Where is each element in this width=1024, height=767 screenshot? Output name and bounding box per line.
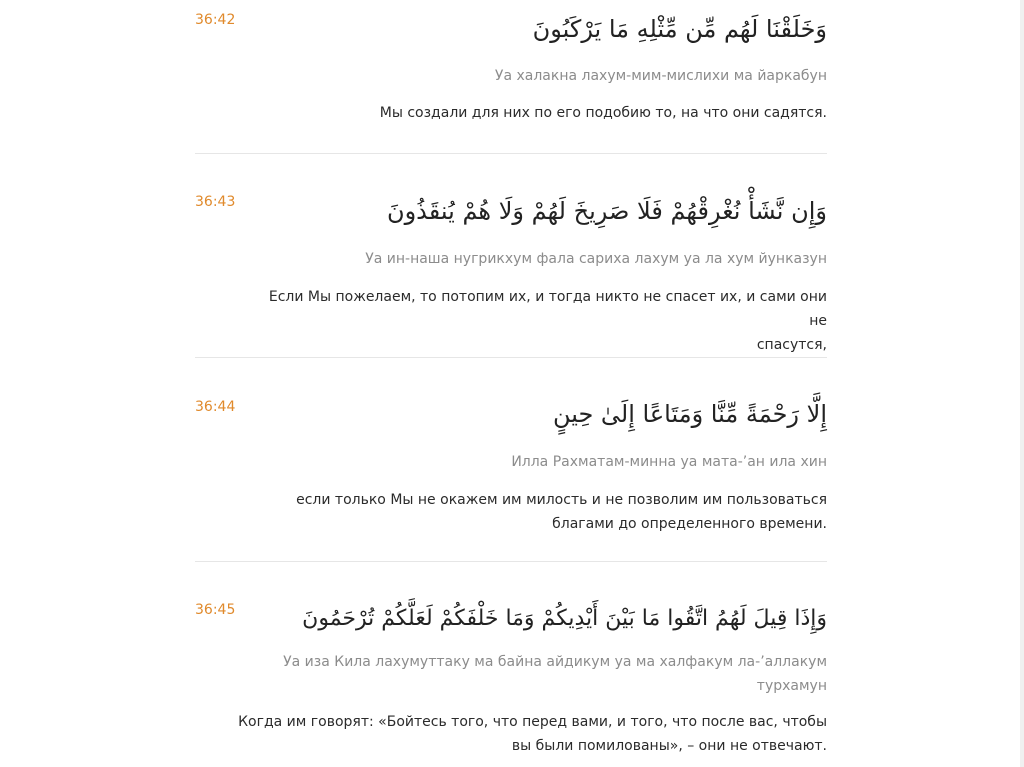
arabic-text: وَإِذَا قِيلَ لَهُمُ اتَّقُوا مَا بَيْنَ أَيْدِيكُمْ وَمَا خَلْفَكُمْ لَعَلَّكُمْ تُرْحَمُونَ xyxy=(302,606,827,631)
verse-number-link[interactable]: 36:45 xyxy=(195,602,236,618)
divider xyxy=(195,153,827,154)
arabic-text: إِلَّا رَحْمَةً مِّنَّا وَمَتَاعًا إِلَىٰ حِينٍ xyxy=(552,400,827,428)
verse-36-45 xyxy=(195,602,827,758)
transliteration-text: Уа ин-наша нугрикхум фала сариха лахум уа ла хум йунказун xyxy=(365,251,827,267)
divider xyxy=(195,357,827,358)
verse-36-42 xyxy=(195,12,827,125)
translation-text: Мы создали для них по его подобию то, на что они садятся. xyxy=(379,105,827,121)
transliteration-text: Уа халакна лахум-мим-мислихи ма йаркабун xyxy=(494,68,827,84)
arabic-text: وَخَلَقْنَا لَهُم مِّن مِّثْلِهِ مَا يَرْكَبُونَ xyxy=(532,15,827,43)
translation-text xyxy=(195,285,827,357)
translation-line: благами до определенного времени. xyxy=(552,516,827,532)
transliteration-line: Уа иза Кила лахумуттаку ма байна айдикум уа ма халфакум ла-’аллакум xyxy=(283,654,827,670)
arabic-text: وَإِن نَّشَأْ نُغْرِقْهُمْ فَلَا صَرِيخَ لَهُمْ وَلَا هُمْ يُنقَذُونَ xyxy=(386,197,827,225)
transliteration-text: Илла Рахматам-минна уа мата-’ан ила хин xyxy=(511,454,827,470)
verse-number-link[interactable]: 36:43 xyxy=(195,194,236,210)
verse-number-link[interactable]: 36:44 xyxy=(195,399,236,415)
translation-line: спасутся, xyxy=(756,337,827,353)
divider xyxy=(195,561,827,562)
translation-text xyxy=(195,710,827,758)
transliteration-text xyxy=(195,650,827,698)
scrollbar-track[interactable] xyxy=(1020,0,1024,767)
transliteration-line: турхамун xyxy=(756,678,827,694)
translation-line: вы были помилованы», – они не отвечают. xyxy=(511,738,827,754)
verse-number-link[interactable]: 36:42 xyxy=(195,12,236,28)
translation-text xyxy=(195,488,827,536)
verse-36-44 xyxy=(195,399,827,536)
translation-line: Когда им говорят: «Бойтесь того, что перед вами, и того, что после вас, чтобы xyxy=(238,714,827,730)
translation-line: Если Мы пожелаем, то потопим их, и тогда никто не спасет их, и сами они не xyxy=(268,289,827,329)
translation-line: если только Мы не окажем им милость и не позволим им пользоваться xyxy=(296,492,827,508)
verse-36-43 xyxy=(195,194,827,357)
